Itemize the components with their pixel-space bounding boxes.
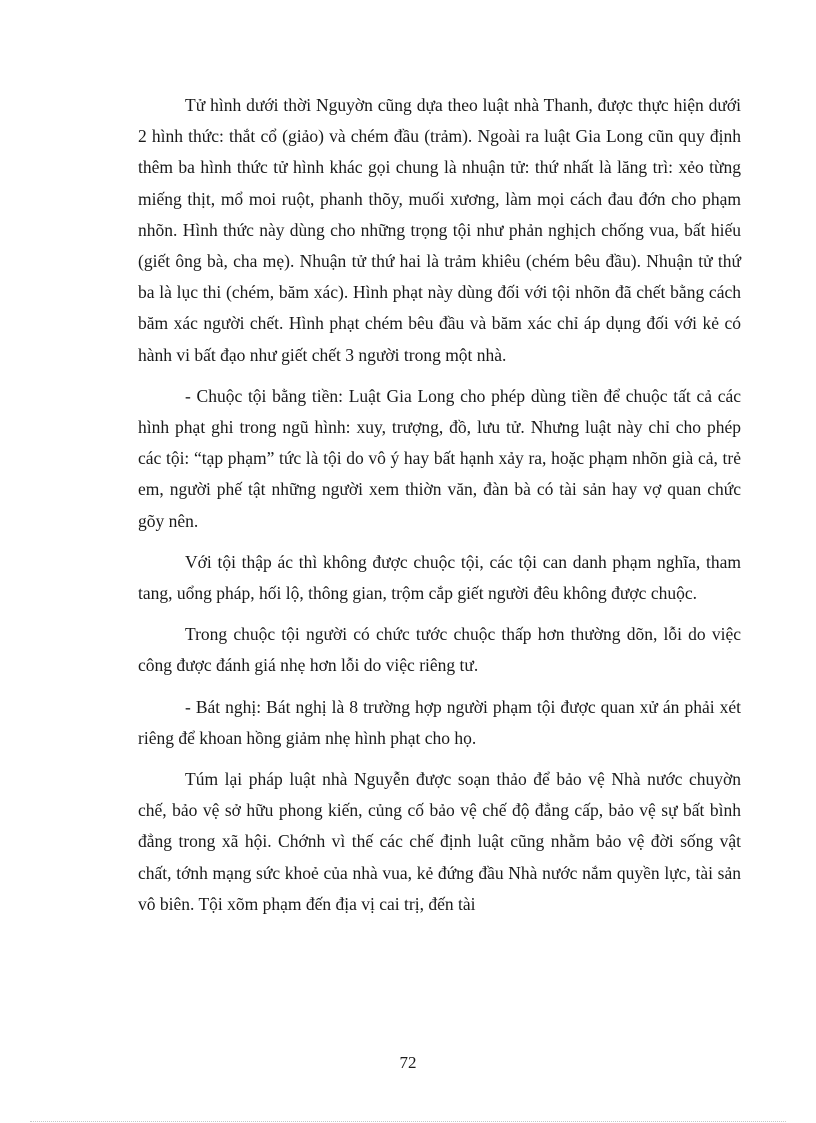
paragraph-death-penalty: Tử hình dưới thời Nguyờn cũng dựa theo luật nhà Thanh, được thực hiện dưới 2 hình thức: thắt cổ (giảo) và chém đầu (trảm). Ngoài ra luật Gia Long cũn quy định thêm ba hình thức tử hình khác gọi chung là nhuận tử: thứ nhất là lăng trì: xẻo từng miếng thịt, mổ moi ruột, phanh thõy, muối xương, làm mọi cách đau đớn cho phạm nhõn. Hình thức này dùng cho những trọng tội như phản nghịch chống vua, bất hiếu (giết ông bà, cha mẹ). Nhuận tử thứ hai là trảm khiêu (chém bêu đầu). Nhuận tử thứ ba là lục thi (chém, băm xác). Hình phạt này dùng đối với tội nhõn đã chết bằng cách băm xác người chết. Hình phạt chém bêu đầu và băm xác chỉ áp dụng đối với kẻ có hành vi bất đạo như giết chết 3 người trong một nhà.	[138, 95, 741, 365]
page-number: 72	[399, 1053, 417, 1072]
page-body	[138, 90, 741, 920]
paragraph-summary: Túm lại pháp luật nhà Nguyễn được soạn thảo để bảo vệ Nhà nước chuyờn chế, bảo vệ sở hữu phong kiến, củng cố bảo vệ chế độ đẳng cấp, bảo vệ sự bất bình đẳng trong xã hội. Chớnh vì thế các chế định luật cũng nhằm bảo vệ đời sống vật chất, tớnh mạng sức khoẻ của nhà vua, kẻ đứng đầu Nhà nước nắm quyền lực, tài sản vô biên. Tội xõm phạm đến địa vị cai trị, đến tài	[138, 769, 741, 914]
paragraph-gap	[138, 682, 741, 692]
paragraph-official-redemption: Trong chuộc tội người có chức tước chuộc thấp hơn thường dõn, lỗi do việc công được đánh giá nhẹ hơn lỗi do việc riêng tư.	[138, 624, 741, 676]
paragraph-gap	[138, 754, 741, 764]
paragraph-redemption-by-money: - Chuộc tội bằng tiền: Luật Gia Long cho phép dùng tiền để chuộc tất cả các hình phạt ghi trong ngũ hình: xuy, trượng, đồ, lưu tử. Nhưng luật này chỉ cho phép các tội: “tạp phạm” tức là tội do vô ý hay bất hạnh xảy ra, hoặc phạm nhõn già cả, trẻ em, người phế tật những người xem thiờn văn, đàn bà có tài sản hay vợ quan chức gõy nên.	[138, 385, 741, 531]
paragraph-gap	[138, 609, 741, 619]
footer-divider	[30, 1121, 786, 1122]
paragraph-eight-deliberations: - Bát nghị: Bát nghị là 8 trường hợp người phạm tội được quan xử án phải xét riêng để khoan hồng giảm nhẹ hình phạt cho họ.	[138, 696, 741, 748]
paragraph-ten-evils: Với tội thập ác thì không được chuộc tội, các tội can danh phạm nghĩa, tham tang, uổng pháp, hối lộ, thông gian, trộm cắp giết người đêu không được chuộc.	[138, 551, 741, 604]
paragraph-gap	[138, 537, 741, 547]
paragraph-gap	[138, 371, 741, 381]
